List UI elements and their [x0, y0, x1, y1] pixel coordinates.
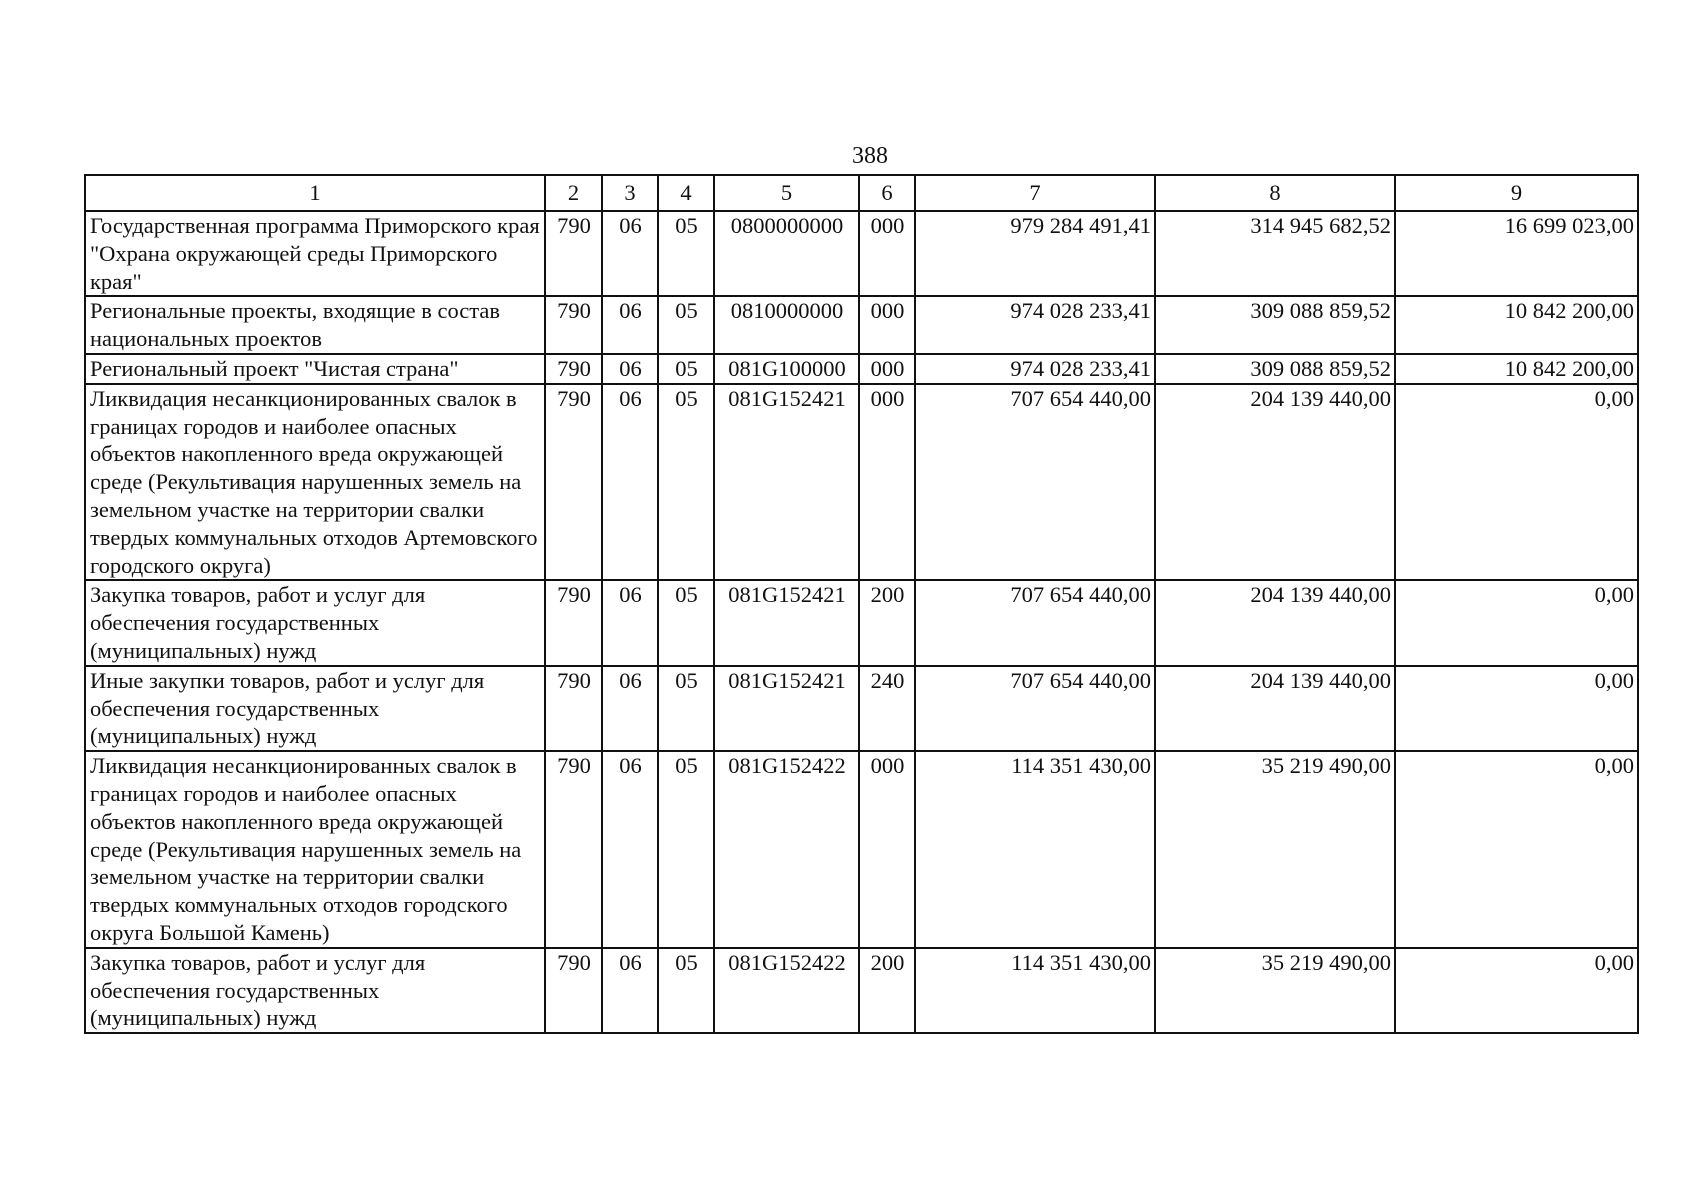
row-code-5: 081G152421 — [714, 580, 859, 665]
row-code-5: 0800000000 — [714, 211, 859, 296]
row-amount-7: 707 654 440,00 — [915, 384, 1155, 581]
row-code-5: 0810000000 — [714, 296, 859, 354]
row-code-3: 06 — [602, 580, 658, 665]
row-amount-9: 0,00 — [1395, 948, 1638, 1033]
row-name: Закупка товаров, работ и услуг для обеспечения государственных (муниципальных) нужд — [85, 580, 545, 665]
header-col-8: 8 — [1155, 175, 1395, 211]
row-amount-7: 707 654 440,00 — [915, 666, 1155, 751]
row-code-5: 081G152421 — [714, 666, 859, 751]
row-amount-8: 35 219 490,00 — [1155, 948, 1395, 1033]
row-code-6: 000 — [859, 211, 915, 296]
row-code-3: 06 — [602, 296, 658, 354]
row-code-6: 000 — [859, 384, 915, 581]
row-name: Ликвидация несанкционированных свалок в границах городов и наиболее опасных объектов накопленного вреда окружающей среде (Рекультивация нарушенных земель на земельном участке на территории свалки твердых коммунальных отходов Артемовского городского округа) — [85, 384, 545, 581]
header-col-5: 5 — [714, 175, 859, 211]
row-amount-8: 309 088 859,52 — [1155, 354, 1395, 384]
row-code-2: 790 — [545, 580, 602, 665]
row-code-2: 790 — [545, 751, 602, 948]
row-code-6: 000 — [859, 354, 915, 384]
header-col-3: 3 — [602, 175, 658, 211]
row-name: Закупка товаров, работ и услуг для обеспечения государственных (муниципальных) нужд — [85, 948, 545, 1033]
row-amount-8: 204 139 440,00 — [1155, 384, 1395, 581]
row-amount-9: 0,00 — [1395, 751, 1638, 948]
row-code-4: 05 — [658, 751, 714, 948]
header-col-1: 1 — [85, 175, 545, 211]
table-body — [85, 211, 1638, 1033]
table-header — [85, 175, 1638, 211]
row-code-6: 240 — [859, 666, 915, 751]
table-row — [85, 211, 1638, 296]
row-amount-8: 35 219 490,00 — [1155, 751, 1395, 948]
row-code-3: 06 — [602, 666, 658, 751]
row-code-4: 05 — [658, 296, 714, 354]
row-code-5: 081G152421 — [714, 384, 859, 581]
row-code-6: 200 — [859, 948, 915, 1033]
header-col-9: 9 — [1395, 175, 1638, 211]
header-row — [85, 175, 1638, 211]
row-amount-9: 10 842 200,00 — [1395, 354, 1638, 384]
row-code-5: 081G152422 — [714, 948, 859, 1033]
row-code-2: 790 — [545, 384, 602, 581]
row-amount-9: 0,00 — [1395, 580, 1638, 665]
row-code-2: 790 — [545, 296, 602, 354]
row-amount-9: 0,00 — [1395, 384, 1638, 581]
row-code-5: 081G152422 — [714, 751, 859, 948]
header-col-6: 6 — [859, 175, 915, 211]
row-code-3: 06 — [602, 948, 658, 1033]
row-code-4: 05 — [658, 211, 714, 296]
row-code-3: 06 — [602, 384, 658, 581]
row-name: Государственная программа Приморского края "Охрана окружающей среды Приморского края" — [85, 211, 545, 296]
page-number: 388 — [852, 143, 888, 169]
row-code-3: 06 — [602, 211, 658, 296]
row-amount-8: 204 139 440,00 — [1155, 666, 1395, 751]
row-amount-9: 16 699 023,00 — [1395, 211, 1638, 296]
table-row — [85, 296, 1638, 354]
row-code-3: 06 — [602, 751, 658, 948]
header-col-2: 2 — [545, 175, 602, 211]
table-row — [85, 666, 1638, 751]
row-code-6: 200 — [859, 580, 915, 665]
table-row — [85, 751, 1638, 948]
row-code-4: 05 — [658, 948, 714, 1033]
row-code-4: 05 — [658, 384, 714, 581]
table-row — [85, 354, 1638, 384]
row-amount-7: 974 028 233,41 — [915, 296, 1155, 354]
budget-table — [84, 174, 1639, 1034]
row-code-2: 790 — [545, 354, 602, 384]
row-amount-9: 10 842 200,00 — [1395, 296, 1638, 354]
row-code-2: 790 — [545, 948, 602, 1033]
row-code-3: 06 — [602, 354, 658, 384]
row-name: Ликвидация несанкционированных свалок в границах городов и наиболее опасных объектов накопленного вреда окружающей среде (Рекультивация нарушенных земель на земельном участке на территории свалки твердых коммунальных отходов городского округа Большой Камень) — [85, 751, 545, 948]
row-amount-8: 309 088 859,52 — [1155, 296, 1395, 354]
header-col-4: 4 — [658, 175, 714, 211]
row-amount-7: 114 351 430,00 — [915, 751, 1155, 948]
row-code-6: 000 — [859, 296, 915, 354]
row-amount-7: 707 654 440,00 — [915, 580, 1155, 665]
table-row — [85, 948, 1638, 1033]
row-name: Иные закупки товаров, работ и услуг для обеспечения государственных (муниципальных) нужд — [85, 666, 545, 751]
row-amount-7: 979 284 491,41 — [915, 211, 1155, 296]
row-code-2: 790 — [545, 211, 602, 296]
row-code-2: 790 — [545, 666, 602, 751]
row-name: Региональный проект "Чистая страна" — [85, 354, 545, 384]
row-amount-8: 204 139 440,00 — [1155, 580, 1395, 665]
row-amount-7: 114 351 430,00 — [915, 948, 1155, 1033]
row-amount-7: 974 028 233,41 — [915, 354, 1155, 384]
row-code-4: 05 — [658, 580, 714, 665]
row-code-5: 081G100000 — [714, 354, 859, 384]
table-row — [85, 384, 1638, 581]
row-amount-9: 0,00 — [1395, 666, 1638, 751]
row-name: Региональные проекты, входящие в состав национальных проектов — [85, 296, 545, 354]
table-row — [85, 580, 1638, 665]
row-amount-8: 314 945 682,52 — [1155, 211, 1395, 296]
row-code-4: 05 — [658, 666, 714, 751]
row-code-4: 05 — [658, 354, 714, 384]
row-code-6: 000 — [859, 751, 915, 948]
header-col-7: 7 — [915, 175, 1155, 211]
